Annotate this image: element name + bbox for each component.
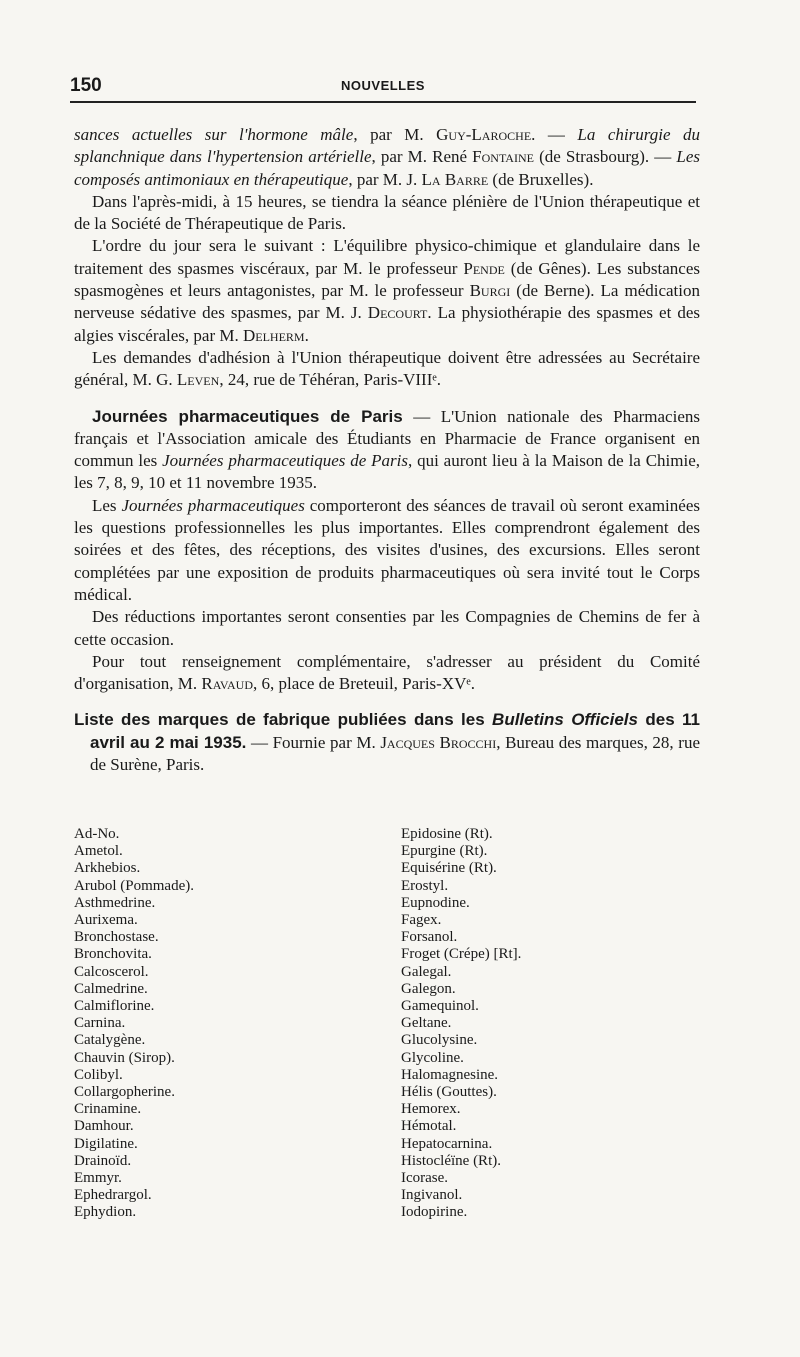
trademark-item: Icorase.: [401, 1170, 449, 1187]
person-name: Guy-Laroche: [436, 125, 532, 144]
paragraph-rail-discounts: Des réductions importantes seront consenties par les Compagnies de Chemins de fer à cette occasion.: [74, 607, 700, 649]
trademark-item: Galegal.: [401, 963, 452, 980]
person-name: Burgi: [469, 281, 511, 301]
trademark-item: Iodopirine.: [401, 1204, 468, 1221]
trademark-item: Eupnodine.: [401, 894, 470, 911]
section-heading: Liste des marques de fabrique publiées dans les Bulletins Officiels des 11 avril au 2 mai 1935.: [74, 710, 701, 752]
trademark-item: Forsanol.: [401, 929, 458, 946]
trademark-item: Drainoïd.: [74, 1152, 132, 1169]
person-name: Jacques Brocchi: [380, 732, 497, 752]
paragraph-program-continued: sances actuelles sur l'hormone mâle, par M. Guy-Laroche. — La chirurgie du splanchnique dans l'hypertension artérielle, par M. René Fontaine (de Strasbourg). — Les composés antimoniaux en thérapeutique, par M. J. La Barre (de Bruxelles).: [74, 125, 700, 189]
trademark-item: Ametol.: [74, 843, 123, 860]
paragraph-journees-program: Les Journées pharmaceutiques comporteront des séances de travail où seront examinées les questions professionnelles les plus importantes. Elles comprendront également des soirées et des fêtes, des réceptions, des visites d'usines, des excursions. Elles seront complétées par une exposition de produits pharmaceutiques où sera invité tout le Corps médical.: [74, 495, 700, 604]
trademark-item: Arkhebios.: [74, 860, 141, 877]
trademark-item: Digilatine.: [74, 1135, 138, 1152]
trademark-item: Ephydion.: [74, 1204, 137, 1221]
trademark-item: Chauvin (Sirop).: [74, 1049, 175, 1066]
page-header: [70, 75, 696, 103]
section-heading: Journées pharmaceutiques de Paris: [92, 406, 403, 426]
trademark-item: Equisérine (Rt).: [401, 860, 497, 877]
trademark-item: Geltane.: [401, 1015, 452, 1032]
trademark-item: Asthmedrine.: [74, 894, 156, 911]
trademark-item: Ad-No.: [74, 826, 120, 842]
trademark-item: Froget (Crépe) [Rt].: [401, 946, 522, 963]
paragraph-contact: Pour tout renseignement complémentaire, s'adresser au président du Comité d'organisation, M. Ravaud, 6, place de Breteuil, Paris-XVᵉ.: [74, 651, 700, 694]
section-liste-marques: Liste des marques de fabrique publiées dans les Bulletins Officiels des 11 avril au 2 mai 1935. — Fournie par M. Jacques Brocchi, Bureau des marques, 28, rue de Surène, Paris.: [74, 710, 701, 775]
trademark-item: Ingivanol.: [401, 1187, 463, 1204]
trademark-item: Histocléïne (Rt).: [401, 1152, 501, 1169]
trademark-item: Hélis (Gouttes).: [401, 1084, 497, 1101]
person-name: Delherm: [243, 325, 305, 345]
trademark-item: Glycoline.: [401, 1049, 464, 1066]
trademark-list-right: [401, 826, 521, 1222]
trademark-item: Crinamine.: [74, 1101, 142, 1118]
trademark-item: Colibyl.: [74, 1066, 123, 1083]
section-journees-pharmaceutiques: Journées pharmaceutiques de Paris — L'Union nationale des Pharmaciens français et l'Association amicale des Étudiants en Pharmacie de France organisent en commun les Journées pharmaceutiques de Paris, qui auront lieu à la Maison de la Chimie, les 7, 8, 9, 10 et 11 novembre 1935.: [74, 406, 701, 493]
trademark-lists: [74, 826, 700, 1236]
person-name: Pende: [463, 258, 505, 278]
person-name: Leven: [176, 370, 220, 390]
trademark-item: Hémotal.: [401, 1118, 457, 1135]
trademark-item: Hemorex.: [401, 1101, 461, 1118]
trademark-item: Galegon.: [401, 980, 456, 997]
trademark-item: Collargopherine.: [74, 1084, 175, 1101]
trademark-item: Calmedrine.: [74, 980, 148, 997]
trademark-item: Damhour.: [74, 1118, 134, 1135]
trademark-item: Carnina.: [74, 1015, 126, 1032]
page-number: 150: [70, 75, 102, 96]
trademark-item: Gamequinol.: [401, 998, 479, 1015]
paragraph-agenda: L'ordre du jour sera le suivant : L'équilibre physico-chimique et glandulaire dans le traitement des spasmes viscéraux, par M. le professeur Pende (de Gênes). Les substances spasmogènes et leurs antagonistes, par M. le professeur Burgi (de Berne). La médication nerveuse sédative des spasmes, par M. J. Decourt. La physiothérapie des spasmes et des algies viscérales, par M. Delherm.: [74, 236, 701, 345]
person-name: La Barre: [421, 169, 489, 189]
trademark-item: Glucolysine.: [401, 1032, 478, 1049]
trademark-item: Erostyl.: [401, 877, 449, 894]
trademark-item: Emmyr.: [74, 1170, 122, 1187]
person-name: Fontaine: [472, 147, 534, 167]
trademark-item: Bronchovita.: [74, 946, 152, 963]
paragraph-afternoon-session: Dans l'après-midi, à 15 heures, se tiendra la séance plénière de l'Union thérapeutique et de la Société de Thérapeutique de Paris.: [74, 191, 700, 234]
trademark-item: Ephedrargol.: [74, 1187, 152, 1204]
trademark-item: Catalygène.: [74, 1032, 146, 1049]
trademark-item: Fagex.: [401, 912, 442, 929]
trademark-item: Aurixema.: [74, 912, 138, 929]
trademark-list-left: [74, 826, 194, 1222]
trademark-item: Calcoscerol.: [74, 963, 149, 980]
trademark-item: Arubol (Pommade).: [74, 877, 194, 894]
trademark-item: Epurgine (Rt).: [401, 843, 488, 860]
trademark-item: Epidosine (Rt).: [401, 826, 493, 842]
trademark-item: Calmiflorine.: [74, 998, 155, 1015]
person-name: Decourt: [367, 303, 428, 323]
trademark-item: Bronchostase.: [74, 929, 159, 946]
running-title: NOUVELLES: [341, 78, 425, 93]
trademark-item: Hepatocarnina.: [401, 1135, 493, 1152]
paragraph-membership: Les demandes d'adhésion à l'Union thérapeutique doivent être adressées au Secrétaire général, M. G. Leven, 24, rue de Téhéran, Paris-VIIIᵉ.: [74, 347, 700, 390]
trademark-item: Halomagnesine.: [401, 1066, 499, 1083]
article-body: [74, 124, 700, 776]
person-name: Ravaud: [201, 674, 253, 694]
